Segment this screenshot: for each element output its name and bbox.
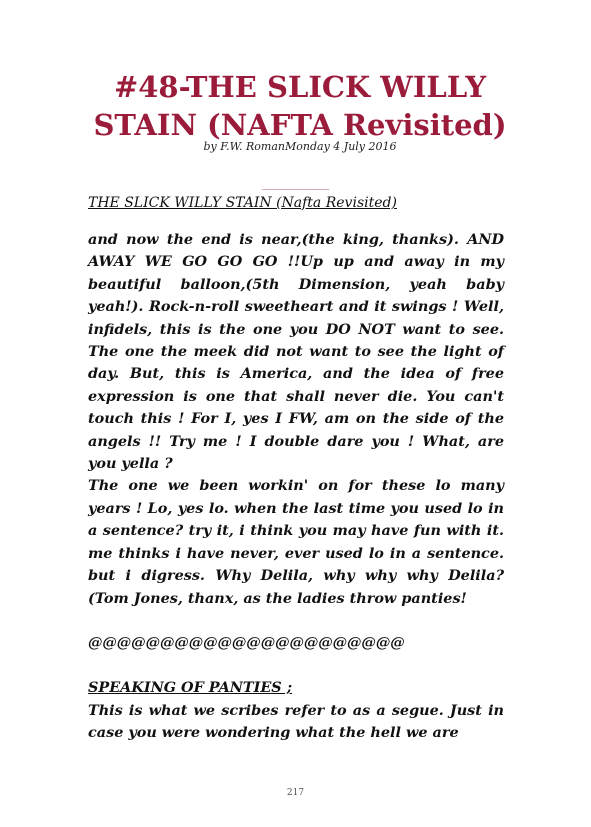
paragraph: and now the end is near,(the king, thanks). AND AWAY WE GO GO GO !!Up up and away in my beautiful balloon,(5th Dimension, yeah baby yeah!). Rock-n-roll sweetheart and it swings ! Well, infidels, this is the one you DO NOT want to see. The one the meek did not want to see the light of day. But, this is America, and the idea of free expression is one that shall never die. You can't touch this ! For I, yes I FW, am on the side of the angels !! Try me ! I double dare you ! What, are you yella ?	[88, 231, 504, 473]
paragraph: The one we been workin' on for these lo many years ! Lo, yes lo. when the last time you used lo in a sentence? try it, i think you may have fun with it. me thinks i have never, ever used lo in a sentence. but i digress. Why Delila, why why why Delila? (Tom Jones, thanx, as the ladies throw panties!	[88, 477, 504, 607]
divider: _______________	[261, 180, 330, 190]
article-subtitle: THE SLICK WILLY STAIN (Nafta Revisited)	[88, 195, 397, 211]
paragraph: This is what we scribes refer to as a segue. Just in case you were wondering what the hell we are	[88, 701, 504, 741]
section-heading: SPEAKING OF PANTIES ;	[88, 679, 293, 697]
article-body	[88, 229, 504, 744]
separator-line: @@@@@@@@@@@@@@@@@@@@@@	[88, 634, 405, 652]
page-title: #48-THE SLICK WILLY STAIN (NAFTA Revisited)	[93, 70, 507, 142]
byline: by F.W. RomanMonday 4 July 2016	[203, 140, 397, 153]
page-number: 217	[286, 788, 305, 798]
